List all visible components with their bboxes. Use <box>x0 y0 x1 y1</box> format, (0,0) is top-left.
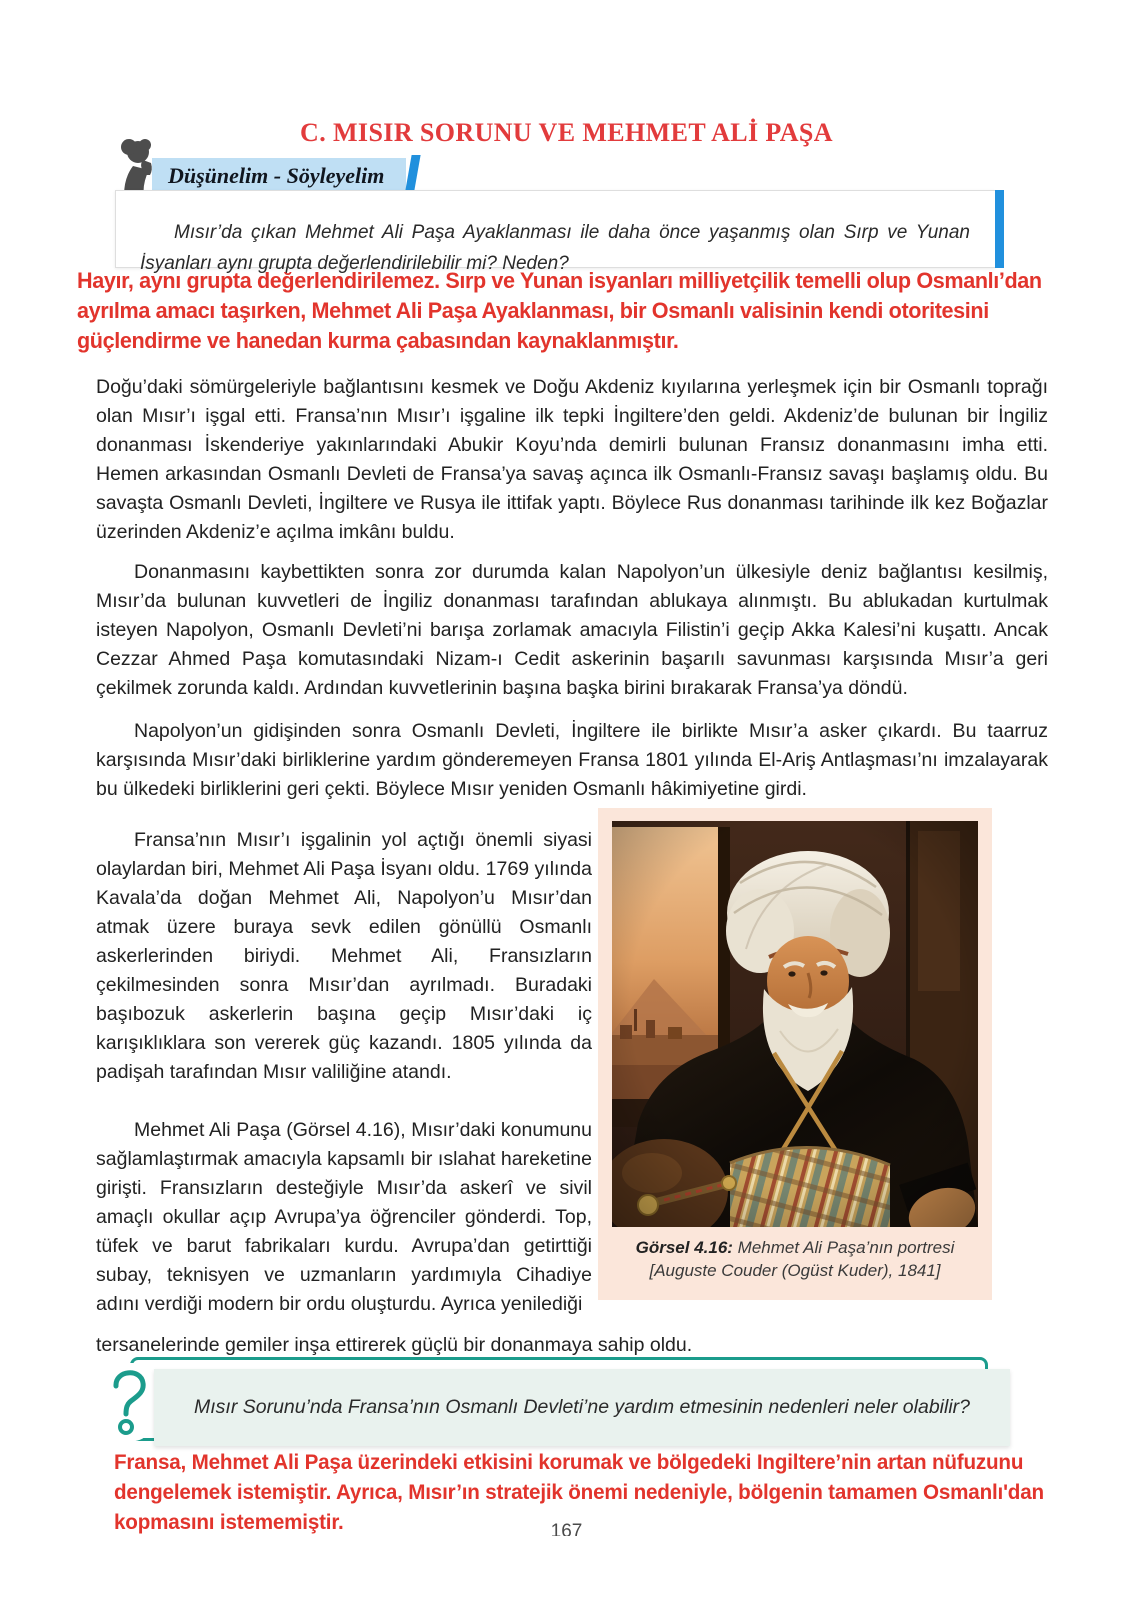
figure-caption-label: Görsel 4.16: <box>635 1238 733 1257</box>
body-paragraph-1: Doğu’daki sömürgeleriyle bağlantısını kesmek ve Doğu Akdeniz kıyılarına yerleşmek için bir Osmanlı toprağı olan Mısır’ı işgal etti. Fransa’nın Mısır’ı işgaline ilk tepki İngiltere’den geldi. Akdeniz’de bulunan bir İngiliz donanması İskenderiye yakınlarındaki Abukir Koyu’nda demirli bulunan Fransız donanmasını imha etti. Hemen arkasından Osmanlı Devleti de Fransa’ya savaş açınca ilk Osmanlı-Fransız savaşı başlamış oldu. Bu savaşta Osmanlı Devleti, İngiltere ve Rusya ile ittifak yaptı. Böylece Rus donanması tarihinde ilk kez Boğazlar üzerinden Akdeniz’e açılma imkânı buldu. <box>96 375 1048 543</box>
question-accent-bar <box>995 190 1004 268</box>
figure-caption <box>612 1227 978 1282</box>
page-title: C. MISIR SORUNU VE MEHMET ALİ PAŞA <box>300 118 833 148</box>
question-mark-icon <box>100 1357 156 1445</box>
ask-question-text: Mısır Sorunu’nda Fransa’nın Osmanlı Devleti’ne yardım etmesinin nedenleri neler olabilir? <box>193 1396 971 1418</box>
handwritten-answer-1: Hayır, aynı grupta değerlendirilemez. Sırp ve Yunan isyanları milliyetçilik temelli olup Osmanlı’dan ayrılma amacı taşırken, Mehmet Ali Paşa Ayaklanması, bir Osmanlı valisinin kendi otoritesini güçlendirme ve hanedan kurma çabasından kaynaklanmıştır. <box>77 268 1042 353</box>
ask-question-box <box>154 1369 1010 1446</box>
page-number: 167 <box>550 1521 583 1536</box>
think-section-label-text: Düşünelim - Söyleyelim <box>168 163 385 188</box>
mehmet-ali-pasa-portrait-image <box>612 821 978 1227</box>
body-paragraph-2: Donanmasını kaybettikten sonra zor durumda kalan Napolyon’un ülkesiyle deniz bağlantısı kesilmiş, Mısır’da bulunan kuvvetleri de İngiliz donanması tarafından ablukaya alınmıştı. Bu ablukadan kurtulmak isteyen Napolyon, Osmanlı Devleti’ni barışa zorlamak amacıyla Filistin’i geçip Akka Kalesi’ni kuşattı. Ancak Cezzar Ahmed Paşa komutasındaki Nizam-ı Cedit askerinin başarılı savunması karşısında Mısır’a geri çekilmek zorunda kaldı. Ardından kuvvetlerinin başına başka birini bırakarak Fransa’ya döndü. <box>96 560 1048 699</box>
think-section-label <box>152 158 406 194</box>
figure-caption-text: Mehmet Ali Paşa’nın portresi [Auguste Couder (Ogüst Kuder), 1841] <box>649 1238 955 1280</box>
figure-gorsel-4-16 <box>598 808 992 1300</box>
handwritten-answer-2: Fransa, Mehmet Ali Paşa üzerindeki etkisini korumak ve bölgedeki Ingiltere’nin artan nüfuzunu dengelemek istemiştir. Ayrıca, Mısır’ın stratejik önemi nedeniyle, bölgenin tamamen Osmanlı'dan kopmasını istememiştir. <box>114 1450 1044 1534</box>
body-paragraph-5-continuation: tersanelerinde gemiler inşa ettirerek güçlü bir donanmaya sahip oldu. <box>96 1333 693 1356</box>
body-paragraph-3: Napolyon’un gidişinden sonra Osmanlı Devleti, İngiltere ile birlikte Mısır’a asker çıkardı. Bu taarruz karşısında Mısır’daki birliklerine yardım gönderemeyen Fransa 1801 yılında El-Ariş Antlaşması’nı imzalayarak bu ülkedeki birliklerini geri çekti. Böylece Mısır yeniden Osmanlı hâkimiyetine girdi. <box>96 719 1048 800</box>
body-paragraph-4: Fransa’nın Mısır’ı işgalinin yol açtığı önemli siyasi olaylardan biri, Mehmet Ali Paşa İsyanı oldu. 1769 yılında Kavala’da doğan Mehmet Ali, Napolyon’u Mısır’dan atmak üzere buraya sevk edilen gönüllü Osmanlı askerlerinden biriydi. Mehmet Ali, Fransızların çekilmesinden sonra Mısır’dan ayrılmadı. Buradaki başıbozuk askerlerin başına geçip Mısır’daki iç karışıklıklara son vererek güç kazandı. 1805 yılında da padişah tarafından Mısır valiliğine atandı. <box>96 828 592 1083</box>
think-question-text: Mısır’da çıkan Mehmet Ali Paşa Ayaklanması ile daha önce yaşanmış olan Sırp ve Yunan İsyanları aynı grupta değerlendirilebilir mi? Neden? <box>140 222 970 274</box>
body-paragraph-5: Mehmet Ali Paşa (Görsel 4.16), Mısır’daki konumunu sağlamlaştırmak amacıyla kapsamlı bir ıslahat hareketine girişti. Fransızların desteğiyle Mısır’da askerî ve sivil amaçlı okullar açıp Avrupa’ya öğrenciler gönderdi. Top, tüfek ve barut fabrikaları kurdu. Avrupa’dan getirttiği subay, teknisyen ve uzmanların yardımıyla Cihadiye adını verdiği modern bir ordu oluşturdu. Ayrıca yenilediği <box>96 1118 592 1315</box>
